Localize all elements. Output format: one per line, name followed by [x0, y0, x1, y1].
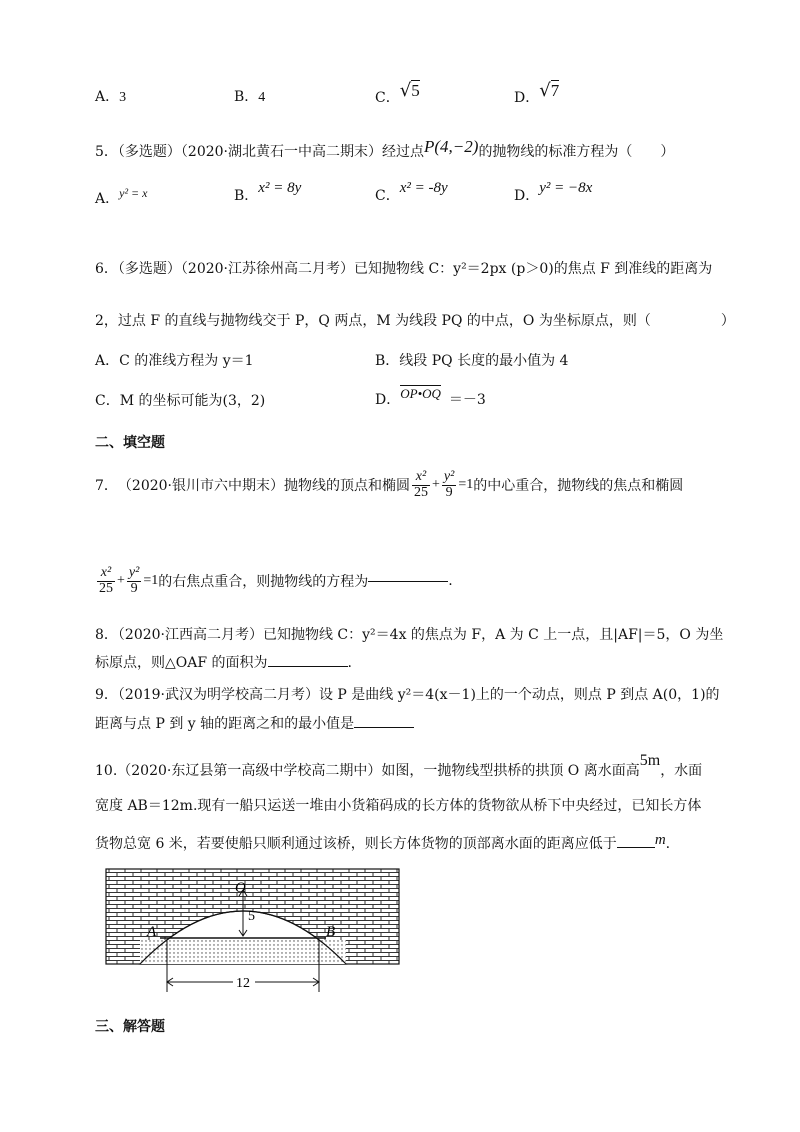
- q9-answer-blank[interactable]: [354, 727, 414, 728]
- fraction-y2-9: $\frac{\text{y²}}{9}$: [443, 468, 455, 500]
- q7-answer-blank[interactable]: [368, 581, 448, 582]
- q4-option-a: A．3: [95, 89, 127, 105]
- label-o: O: [235, 880, 246, 896]
- q6-option-d: D．OP•OQ ＝－3: [375, 386, 486, 408]
- q4-option-c: C．√5: [375, 80, 420, 106]
- arch-bridge-figure: [105, 868, 400, 998]
- q4-option-b: B．4: [234, 89, 266, 105]
- label-width-12: 12: [236, 976, 250, 991]
- q5-option-a: A．y² = x: [95, 186, 148, 207]
- label-height-5: 5: [248, 909, 255, 924]
- sqrt-symbol: √: [539, 80, 551, 101]
- q5-option-c: C．x² = -8y: [375, 180, 448, 204]
- q5-stem: 5．（多选题）（2020·湖北黄石一中高二期末）经过点P(4,−2)的抛物线的标准方程为（ ）: [95, 137, 675, 160]
- q9-stem-line1: 9．（2019·武汉为明学校高二月考）设 P 是曲线 y²＝4(x－1)上的一个动点，则点 P 到点 A(0，1)的: [95, 687, 720, 703]
- q9-stem-line2: 距离与点 P 到 y 轴的距离之和的最小值是: [95, 713, 414, 733]
- water-area: [140, 940, 346, 964]
- fraction-x2-25: $\frac{\text{x²}}{25}$: [414, 468, 428, 500]
- fraction-y2-9: $\frac{\text{y²}}{9}$: [128, 564, 140, 596]
- label-a: A: [147, 924, 157, 940]
- q5-option-b: B．x² = 8y: [234, 180, 302, 204]
- section-heading-solve: 三、解答题: [95, 1019, 165, 1035]
- q10-stem-line1: 10.（2020·东辽县第一高级中学校高二期中）如图，一抛物线型拱桥的拱顶 O 离水面高5m，水面: [95, 752, 703, 779]
- q6-stem-line1: 6．（多选题）（2020·江苏徐州高二月考）已知抛物线 C：y²＝2px (p＞0)的焦点 F 到准线的距离为: [95, 261, 713, 277]
- q5-option-d: D．y² = −8x: [514, 180, 593, 204]
- q6-stem-line2: 2，过点 F 的直线与抛物线交于 P，Q 两点，M 为线段 PQ 的中点，O 为坐标原点，则（ ）: [95, 313, 735, 329]
- q7-stem-line2: $\frac{\text{x²}}{25}$ + $\frac{\text{y²}}{9}$ =1 的右焦点重合，则抛物线的方程为 .: [99, 564, 453, 596]
- q10-stem-line3: 货物总宽 6 米，若要使船只顺利通过该桥，则长方体货物的顶部离水面的距离应低于 m.: [95, 832, 671, 852]
- q10-answer-blank[interactable]: [617, 847, 655, 848]
- label-b: B: [326, 924, 336, 940]
- q4-option-d: D．√7: [514, 80, 560, 106]
- q7-stem-line1: 7． （2020·银川市六中期末）抛物线的顶点和椭圆 $\frac{\text{x²}}{25}$ + $\frac{\text{y²}}{9}$ =1 的中心重合，抛物线的焦点和椭圆: [95, 468, 684, 500]
- q8-stem-line2: 标原点，则△OAF 的面积为 .: [95, 655, 352, 671]
- q6-option-c: C．M 的坐标可能为(3，2): [95, 393, 266, 409]
- q6-option-a: A．C 的准线方程为 y＝1: [95, 353, 254, 369]
- q10-stem-line2: 宽度 AB＝12m.现有一船只运送一堆由小货箱码成的长方体的货物欲从桥下中央经过，已知长方体: [95, 798, 702, 814]
- q8-answer-blank[interactable]: [268, 666, 348, 667]
- section-heading-fill-in: 二、填空题: [95, 435, 165, 451]
- q8-stem-line1: 8．（2020·江西高二月考）已知抛物线 C：y²＝4x 的焦点为 F，A 为 C 上一点，且|AF|＝5，O 为坐: [95, 627, 724, 643]
- fraction-x2-25: $\frac{\text{x²}}{25}$: [99, 564, 113, 596]
- sqrt-symbol: √: [399, 80, 412, 101]
- q6-option-b: B．线段 PQ 长度的最小值为 4: [375, 353, 569, 369]
